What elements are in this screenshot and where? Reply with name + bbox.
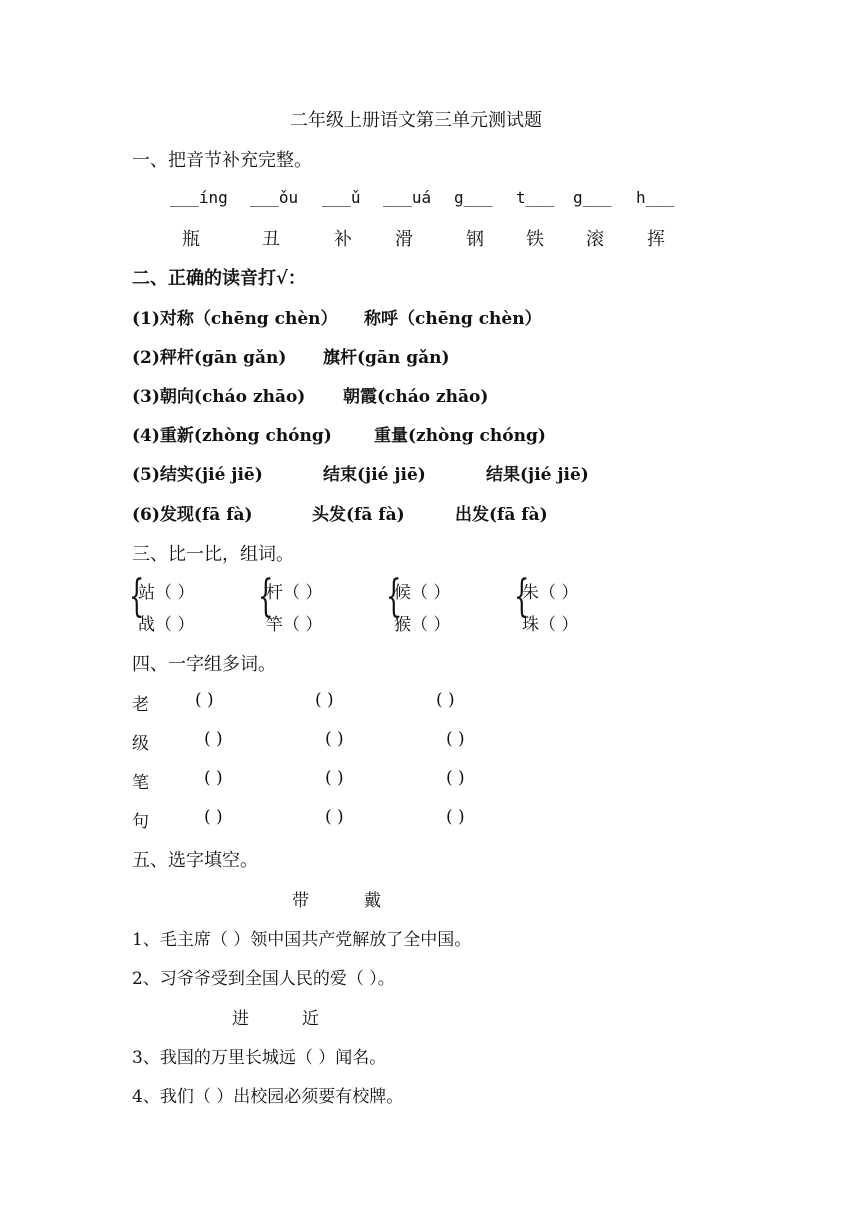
- compare-word: 猴（ ）: [394, 615, 451, 635]
- reading-item: 朝霞(cháo zhāo): [343, 387, 489, 407]
- syllable-blank: ___ǔ: [322, 188, 361, 207]
- compare-word: 竿（ ）: [266, 615, 323, 635]
- syllable-char: 补: [334, 229, 352, 250]
- group-char: 句: [132, 812, 149, 832]
- section-2-heading: 二、正确的读音打√：: [132, 268, 306, 289]
- brace-mark: {: [386, 571, 402, 622]
- section-5-heading: 五、选字填空。: [132, 850, 258, 871]
- syllable-blank: g___: [454, 188, 493, 207]
- group-char: 老: [132, 695, 149, 715]
- answer-paren: ( ): [204, 807, 223, 827]
- compare-word: 朱（ ）: [522, 583, 579, 603]
- answer-paren: ( ): [315, 690, 334, 710]
- reading-item: 出发(fā fà): [455, 505, 548, 525]
- section-4-heading: 四、一字组多词。: [132, 654, 276, 675]
- choice-char: 近: [302, 1009, 319, 1029]
- syllable-blank: t___: [516, 188, 555, 207]
- brace-mark: {: [514, 571, 530, 622]
- reading-item: 结果(jié jiē): [486, 465, 589, 485]
- syllable-blank: h___: [636, 188, 675, 207]
- reading-item: 称呼（chēng chèn）: [364, 309, 542, 329]
- syllable-blank: g___: [573, 188, 612, 207]
- reading-item: (5)结实(jié jiē): [132, 465, 263, 485]
- fill-question: 2、习爷爷受到全国人民的爱（ ）。: [132, 969, 395, 989]
- answer-paren: ( ): [204, 768, 223, 788]
- syllable-char: 滑: [395, 229, 413, 250]
- reading-item: (1)对称（chēng chèn）: [132, 309, 338, 329]
- reading-item: 结束(jié jiē): [323, 465, 426, 485]
- choice-char: 进: [232, 1009, 249, 1029]
- syllable-char: 铁: [526, 229, 544, 250]
- choice-char: 带: [292, 891, 309, 911]
- group-char: 级: [132, 734, 149, 754]
- answer-paren: ( ): [436, 690, 455, 710]
- fill-question: 1、毛主席（ ）领中国共产党解放了全中国。: [132, 930, 472, 950]
- section-3-heading: 三、比一比，组词。: [132, 544, 294, 565]
- answer-paren: ( ): [204, 729, 223, 749]
- compare-word: 战（ ）: [138, 615, 195, 635]
- fill-question: 3、我国的万里长城远（ ）闻名。: [132, 1048, 387, 1068]
- fill-question: 4、我们（ ）出校园必须要有校牌。: [132, 1087, 404, 1107]
- answer-paren: ( ): [195, 690, 214, 710]
- reading-item: (6)发现(fā fà): [132, 505, 253, 525]
- syllable-char: 瓶: [182, 229, 200, 250]
- syllable-char: 挥: [647, 229, 665, 250]
- brace-mark: {: [258, 571, 274, 622]
- page-title: 二年级上册语文第三单元测试题: [290, 110, 542, 131]
- syllable-char: 丑: [262, 229, 280, 250]
- compare-word: 杆（ ）: [266, 583, 323, 603]
- section-1-heading: 一、把音节补充完整。: [132, 150, 312, 171]
- reading-item: (2)秤杆(gān gǎn): [132, 348, 287, 368]
- syllable-char: 滚: [586, 229, 604, 250]
- answer-paren: ( ): [446, 807, 465, 827]
- reading-item: 头发(fā fà): [312, 505, 405, 525]
- answer-paren: ( ): [325, 807, 344, 827]
- answer-paren: ( ): [325, 729, 344, 749]
- reading-item: (3)朝向(cháo zhāo): [132, 387, 306, 407]
- syllable-blank: ___ǒu: [250, 188, 299, 207]
- brace-mark: {: [129, 571, 145, 622]
- compare-word: 站（ ）: [138, 583, 195, 603]
- syllable-blank: ___íng: [170, 188, 228, 207]
- choice-char: 戴: [364, 891, 381, 911]
- compare-word: 珠（ ）: [522, 615, 579, 635]
- compare-word: 候（ ）: [394, 583, 451, 603]
- group-char: 笔: [132, 773, 149, 793]
- reading-item: 重量(zhòng chóng): [374, 426, 546, 446]
- answer-paren: ( ): [325, 768, 344, 788]
- syllable-char: 钢: [466, 229, 484, 250]
- syllable-blank: ___uá: [383, 188, 432, 207]
- answer-paren: ( ): [446, 768, 465, 788]
- answer-paren: ( ): [446, 729, 465, 749]
- reading-item: 旗杆(gān gǎn): [323, 348, 450, 368]
- reading-item: (4)重新(zhòng chóng): [132, 426, 332, 446]
